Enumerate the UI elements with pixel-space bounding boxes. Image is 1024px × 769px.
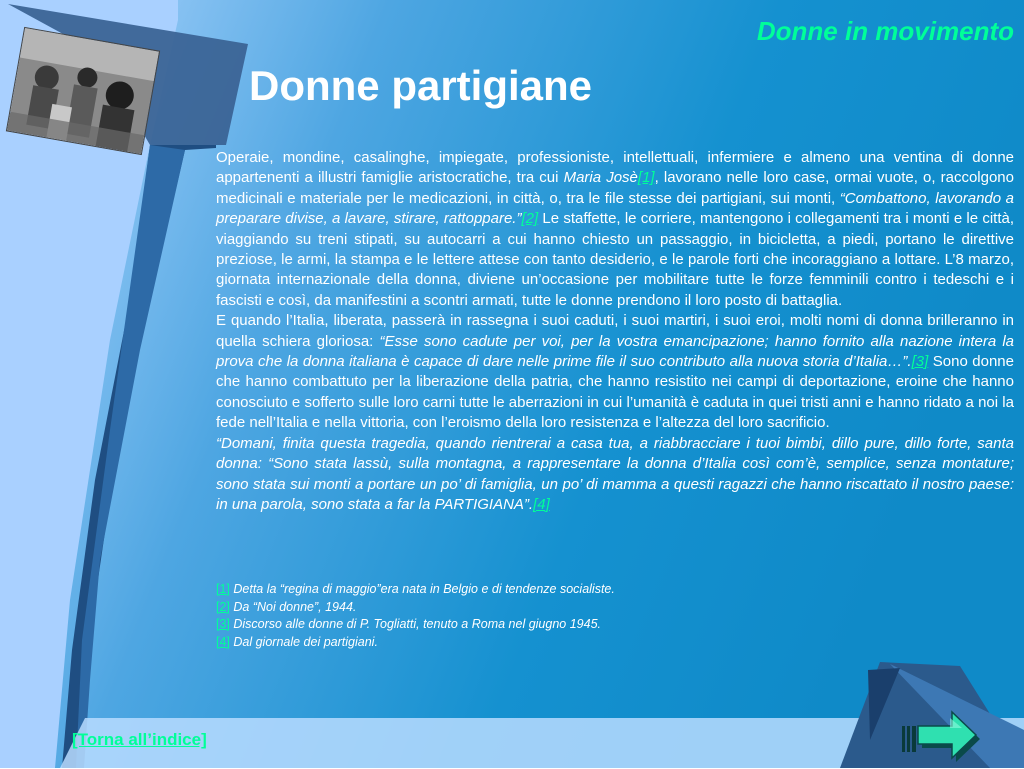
- footnote-2: [216, 599, 916, 617]
- next-slide-button[interactable]: [900, 710, 984, 764]
- footnote-3: [216, 616, 916, 634]
- footnote-link-3[interactable]: [3]: [911, 353, 929, 371]
- footnote-1: [216, 581, 916, 599]
- text: , lavorano nelle loro case, ormai vuote, o, raccolgono medicinali e materiale per le medicazioni, in città, o, tra le file stesse dei partigiani, sui monti,: [216, 169, 1014, 207]
- footnote-4: [216, 634, 916, 652]
- footnote-text: Da “Noi donne”, 1944.: [229, 599, 357, 614]
- footnote-link-1[interactable]: [1]: [637, 169, 655, 187]
- text: Operaie, mondine, casalinghe, impiegate, professioniste, intellettuali, infermiere e almeno una ventina di donne appartenenti a illustri famiglie aristocratiche, tra cui: [216, 149, 1014, 187]
- footnotes: [216, 581, 916, 651]
- quote: “Esse sono cadute per voi, per la vostra emancipazione; hanno fornito alla nazione intera la prova che la donna italiana è capace di dare nelle prime file il suo contributo alla nuova storia d’Italia…”.: [216, 332, 1015, 371]
- quote: “Domani, finita questa tragedia, quando rientrerai a casa tua, a riabbracciare i tuoi bimbi, dillo pure, dillo forte, santa donna: “Sono stata lassù, sulla montagna, a rappresentare la donna d’Italia così com’è, semplice, senza montature; sono stata sui monti a portare un po’ di famiglia, un po’ di mamma a questi ragazzi che hanno riscattato il nostro paese: in una parola, sono stata a far la PARTIGIANA”.: [216, 434, 1014, 513]
- footnote-ref[interactable]: [1]: [216, 582, 230, 596]
- footnote-text: Detta la “regina di maggio”era nata in Belgio e di tendenze socialiste.: [229, 582, 615, 596]
- paragraph-3: [216, 434, 1014, 516]
- main-text: [216, 148, 1014, 515]
- paragraph-2: [216, 311, 1014, 433]
- text: E quando l’Italia, liberata, passerà in rassegna i suoi caduti, i suoi martiri, i suoi eroi, molti nomi di donna brilleranno in quella schiera gloriosa:: [216, 312, 1014, 350]
- footnote-text: Dal giornale dei partigiani.: [229, 634, 378, 649]
- back-to-index-link[interactable]: [Torna all’indice]: [72, 730, 207, 749]
- footnote-link-2[interactable]: [2]: [521, 210, 539, 228]
- footnote-ref[interactable]: [4]: [216, 634, 230, 649]
- paragraph-1: [216, 148, 1014, 311]
- text: Le staffette, le corriere, mantengono i collegamenti tra i monti e le città, viaggiando su treni stipati, su autocarri a cui hanno chiesto un passaggio, in bicicletta, a piedi, portano le direttive preziose, le armi, la stampa e le lettere attese con tanto desiderio, e le parole forti che incoraggiano a lottare. L’8 marzo, giornata internazionale della donna, diviene un’occasione per mobilitare tutte le forze femminili contro i tedeschi e i fascisti e così, da manifestini a scontri armati, tutte le donne prendono il loro posto di battaglia.: [216, 210, 1014, 309]
- footnote-ref[interactable]: [2]: [216, 599, 230, 614]
- footnote-text: Discorso alle donne di P. Togliatti, tenuto a Roma nel giugno 1945.: [229, 617, 601, 631]
- footnote-ref[interactable]: [3]: [216, 617, 230, 631]
- arrow-right-icon: [900, 710, 984, 764]
- page-title: Donne partigiane: [249, 62, 593, 109]
- text: Sono donne che hanno combattuto per la liberazione della patria, che hanno resistito nei campi di deportazione, eroine che hanno conosciuto e sofferto sulle loro carni tutte le aberrazioni in cui l’umanità è caduta in quei tristi anni e hanno ridato a noi la fede nell’Italia e nella vittoria, con l’eroismo della loro resistenza e l’altezza del loro sacrificio.: [216, 353, 1014, 432]
- name-maria-jose: Maria Josè: [563, 169, 638, 187]
- footnote-link-4[interactable]: [4]: [533, 495, 550, 513]
- section-title: Donne in movimento: [756, 16, 1014, 46]
- quote: “Combattono, lavorando a preparare divise, a lavare, stirare, rattoppare.”: [216, 189, 1015, 228]
